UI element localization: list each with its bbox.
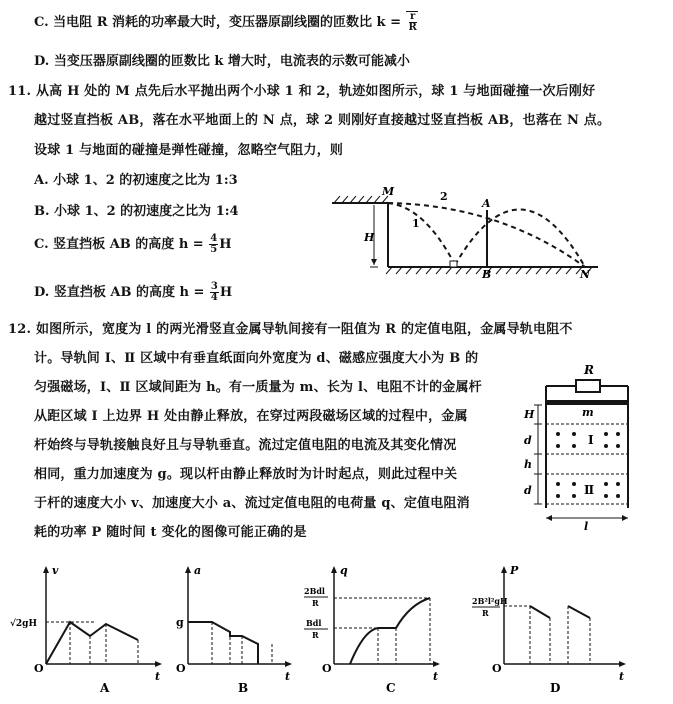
q11-stem-line-1: 11. 从高 H 处的 M 点先后水平抛出两个小球 1 和 2，轨迹如图所示，球 1 与地面碰撞一次后刚好	[8, 84, 596, 99]
graph-d	[470, 560, 635, 700]
q11-option-a: A. 小球 1、2 的初速度之比为 1:3	[34, 173, 238, 188]
graph-a-origin: O	[34, 662, 44, 675]
q10-option-d: D. 当变压器原副线圈的匝数比 k 增大时，电流表的示数可能减小	[34, 54, 410, 69]
y-arrow-icon	[331, 566, 337, 573]
width-left-arrow-icon	[546, 515, 552, 521]
vertical-dimension-markers	[534, 405, 542, 504]
q12-stem-line-4: 从距区域 Ⅰ 上边界 H 处由静止释放，在穿过两段磁场区域的过程中，金属	[34, 409, 468, 424]
graph-d-xlabel: t	[619, 670, 625, 683]
y-arrow-icon	[185, 566, 191, 573]
trajectory-ball-1-bounce	[455, 209, 585, 267]
graph-b-caption: B	[238, 681, 249, 695]
metal-rod	[546, 400, 628, 405]
q11-c-var: H	[219, 237, 232, 252]
graph-d-curve-2	[568, 606, 590, 618]
graph-c-ytick-mid-num: Bdl	[306, 618, 322, 628]
q12-stem-line-5: 杆始终与导轨接触良好且与导轨垂直。流过定值电阻的电流及其变化情况	[34, 438, 457, 453]
graph-b-origin: O	[176, 662, 186, 675]
graph-c-ytick-top-den: R	[312, 598, 319, 608]
y-arrow-icon	[43, 566, 49, 573]
y-arrow-icon	[501, 566, 507, 573]
cliff-hatch	[334, 196, 388, 203]
label-A: A	[482, 197, 491, 210]
graph-a-ylabel: v	[52, 564, 59, 577]
graph-c-xlabel: t	[433, 670, 439, 683]
q11-option-c-text: C. 竖直挡板 AB 的高度 h =	[34, 237, 204, 252]
graph-d-caption: D	[550, 681, 561, 695]
q11-d-var: H	[219, 285, 233, 300]
graph-b-ylabel: a	[194, 564, 202, 577]
label-ball-2: 2	[440, 190, 448, 203]
q11-option-d-text: D. 竖直挡板 AB 的高度 h =	[34, 285, 205, 300]
graph-b	[168, 560, 298, 700]
q12-stem-line-7: 于杆的速度大小 v、加速度大小 a、流过定值电阻的电荷量 q、定值电阻消	[34, 496, 470, 511]
graph-a	[8, 560, 168, 700]
label-d-2: d	[524, 484, 532, 497]
q10-option-c	[34, 11, 418, 33]
label-ball-1: 1	[412, 217, 420, 230]
q11-option-c	[34, 234, 232, 255]
label-d-1: d	[524, 434, 532, 447]
graph-c-origin: O	[322, 662, 332, 675]
q10-frac-den: R	[408, 22, 417, 33]
q11-stem-line-2: 越过竖直挡板 AB，落在水平地面上的 N 点，球 2 则刚好直接越过竖直挡板 AB，也落在 N 点。	[34, 113, 611, 128]
graph-d-ytick-den: R	[482, 608, 489, 618]
graph-b-xlabel: t	[285, 670, 291, 683]
label-region-2: Ⅱ	[584, 483, 595, 497]
graph-c-ylabel: q	[340, 564, 348, 577]
label-m: m	[582, 406, 594, 419]
q12-rail-figure	[516, 356, 656, 536]
graph-a-curve	[46, 622, 138, 664]
graph-d-ylabel: P	[510, 564, 519, 577]
q10-option-c-text: C. 当电阻 R 消耗的功率最大时，变压器原副线圈的匝数比 k =	[34, 15, 401, 30]
q12-stem-line-3: 匀强磁场，Ⅰ、Ⅱ 区域间距为 h。有一质量为 m、长为 l、电阻不计的金属杆	[34, 380, 482, 395]
x-arrow-icon	[433, 661, 440, 667]
q11-trajectory-figure	[330, 183, 605, 278]
label-M: M	[382, 185, 395, 198]
q12-stem-line-1: 12. 如图所示，宽度为 l 的两光滑竖直金属导轨间接有一阻值为 R 的定值电阻，金属导轨电阻不	[8, 322, 573, 337]
label-region-1: Ⅰ	[588, 433, 594, 447]
graph-d-origin: O	[492, 662, 502, 675]
q12-stem-line-6: 相同，重力加速度为 g。现以杆由静止释放时为计时起点，则此过程中关	[34, 467, 458, 482]
label-H: H	[364, 231, 375, 244]
graph-c-curve	[350, 598, 430, 664]
x-arrow-icon	[619, 661, 626, 667]
graph-c-ytick-mid-den: R	[312, 630, 319, 640]
graph-b-ytick: g	[176, 616, 184, 629]
graph-c	[298, 560, 448, 700]
label-l: l	[584, 520, 589, 533]
height-arrow-icon	[371, 259, 377, 265]
width-right-arrow-icon	[622, 515, 628, 521]
graph-d-ytick-num: 2B²l²gH	[472, 596, 508, 606]
graph-b-curve	[188, 622, 258, 664]
graph-a-caption: A	[100, 681, 110, 695]
graph-c-caption: C	[386, 681, 396, 695]
label-h: h	[524, 458, 532, 471]
q11-c-frac-den: 5	[210, 244, 218, 255]
q12-stem-line-2: 计。导轨间 Ⅰ、Ⅱ 区域中有垂直纸面向外宽度为 d、磁感应强度大小为 B 的	[34, 351, 479, 366]
resistor-R	[576, 380, 600, 392]
trajectory-ball-1-first	[388, 203, 455, 265]
q11-option-b: B. 小球 1、2 的初速度之比为 1:4	[34, 204, 239, 219]
q12-stem-line-8: 耗的功率 P 随时间 t 变化的图像可能正确的是	[34, 525, 307, 540]
label-R: R	[584, 363, 594, 377]
q11-c-frac-num: 4	[210, 233, 218, 244]
bounce-point-marker	[450, 261, 457, 267]
graph-c-ytick-top-num: 2Bdl	[304, 586, 325, 596]
x-arrow-icon	[285, 661, 292, 667]
x-arrow-icon	[155, 661, 162, 667]
graph-d-curve-1	[530, 606, 550, 618]
q10-option-c-sqrt	[406, 11, 418, 33]
label-H: H	[524, 408, 535, 421]
graph-a-ytick: √2gH	[10, 619, 37, 629]
q11-option-d	[34, 282, 232, 303]
q11-stem-line-3: 设球 1 与地面的碰撞是弹性碰撞，忽略空气阻力，则	[34, 143, 344, 158]
graph-a-xlabel: t	[155, 670, 161, 683]
q11-d-frac-num: 3	[210, 281, 218, 292]
q11-d-frac-den: 4	[210, 292, 218, 303]
label-N: N	[580, 268, 591, 278]
label-B: B	[482, 268, 492, 278]
q10-frac-num: r	[410, 11, 416, 22]
